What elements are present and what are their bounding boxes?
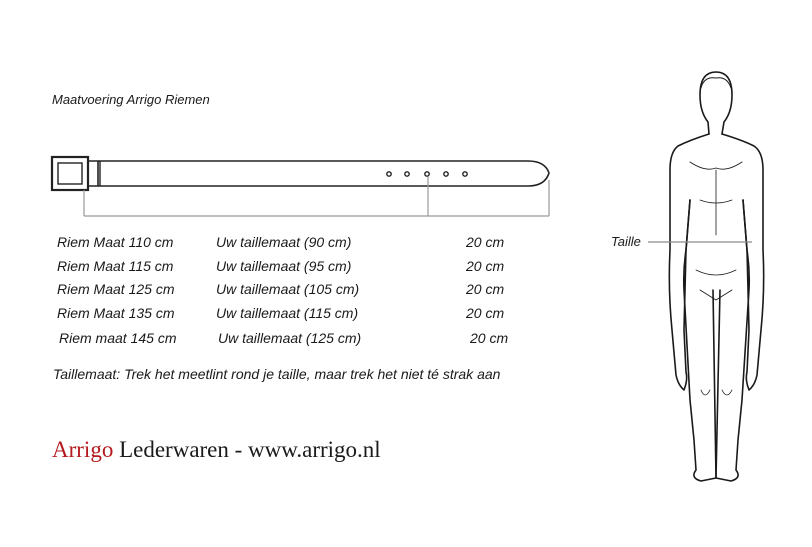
- belt-holes: [387, 172, 467, 176]
- brand-footer: [52, 437, 381, 463]
- waist-size-cell: Uw taillemaat (125 cm): [218, 330, 362, 346]
- belt-hole: [463, 172, 467, 176]
- belt-width-cell: 20 cm: [470, 330, 509, 346]
- measurement-bracket: [84, 177, 549, 216]
- waist-size-cell: Uw taillemaat (105 cm): [216, 281, 360, 297]
- waist-size-cell: Uw taillemaat (90 cm): [216, 234, 352, 250]
- belt-strap: [88, 161, 549, 186]
- brand-tagline: Lederwaren - www.arrigo.nl: [113, 437, 381, 462]
- belt-size-cell: Riem Maat 110 cm: [57, 234, 174, 250]
- belt-hole: [425, 172, 429, 176]
- belt-hole: [405, 172, 409, 176]
- belt-size-cell: Riem Maat 115 cm: [57, 258, 174, 274]
- belt-width-cell: 20 cm: [466, 281, 505, 297]
- belt-buckle-inner: [58, 163, 82, 184]
- waist-size-cell: Uw taillemaat (95 cm): [216, 258, 352, 274]
- belt-size-cell: Riem maat 145 cm: [59, 330, 177, 346]
- belt-hole: [444, 172, 448, 176]
- belt-width-cell: 20 cm: [466, 234, 505, 250]
- belt-size-cell: Riem Maat 125 cm: [57, 281, 175, 297]
- belt-size-cell: Riem Maat 135 cm: [57, 305, 175, 321]
- belt-hole: [387, 172, 391, 176]
- waist-size-cell: Uw taillemaat (115 cm): [216, 305, 359, 321]
- waist-label: Taille: [611, 234, 641, 249]
- belt-width-cell: 20 cm: [466, 305, 505, 321]
- body-figure: [669, 72, 763, 481]
- chart-title: Maatvoering Arrigo Riemen: [52, 92, 210, 107]
- measuring-instruction: Taillemaat: Trek het meetlint rond je taille, maar trek het niet té strak aan: [53, 366, 501, 382]
- brand-name: Arrigo: [52, 437, 114, 462]
- belt-width-cell: 20 cm: [466, 258, 505, 274]
